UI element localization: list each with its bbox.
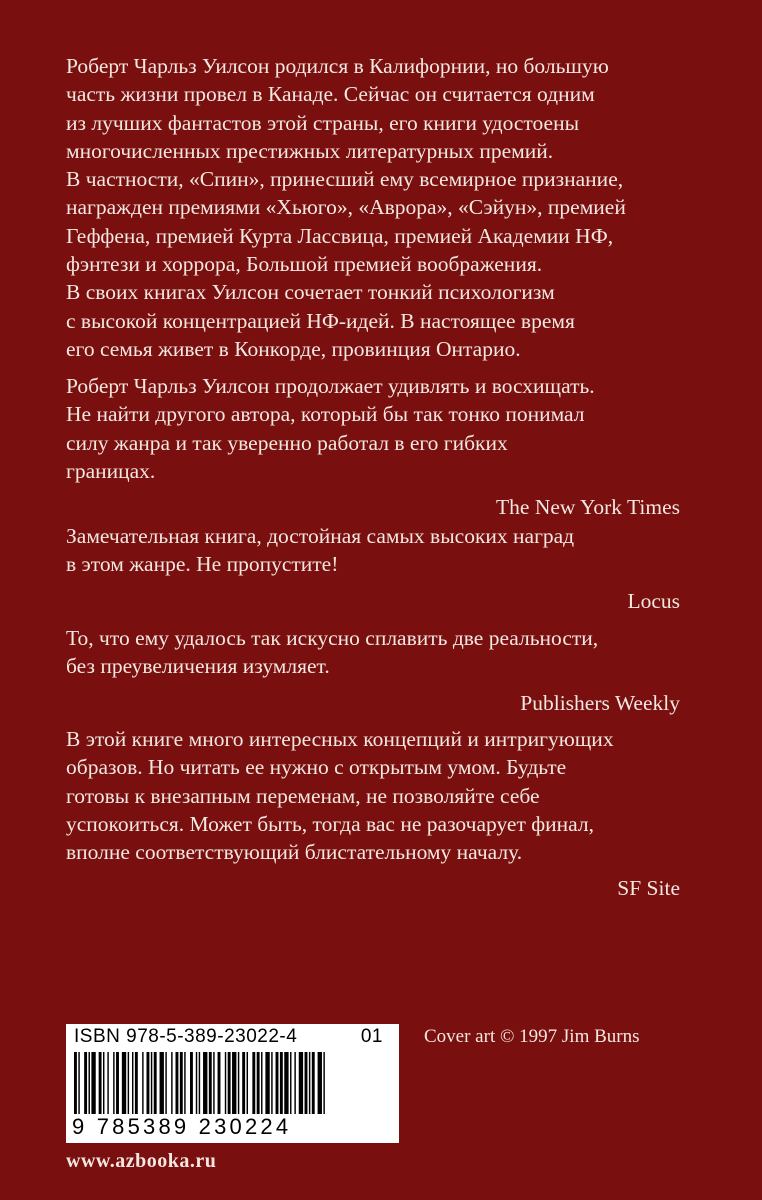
review-line: То, что ему удалось так искусно сплавить две реальности, [66,626,599,650]
barcode-digits: 9 785389 230224 [72,1114,292,1139]
review-source: Publishers Weekly [520,690,680,715]
cover-art-credit: Cover art © 1997 Jim Burns [424,1026,640,1047]
isbn-barcode [66,1024,399,1143]
isbn-text: ISBN 978-5-389-23022-4 [74,1026,298,1047]
bio-line: фэнтези и хоррора, Большой премией воображения. [66,252,543,277]
review-line: успокоиться. Может быть, тогда вас не разочарует финал, [66,811,595,836]
review-line: Роберт Чарльз Уилсон продолжает удивлять и восхищать. [66,374,595,398]
bio-line: награжден премиями «Хьюго», «Аврора», «Сэйун», премией [66,195,626,220]
isbn-addon: 01 [360,1026,383,1047]
review-line: Не найти другого автора, который бы так тонко понимал [66,402,585,427]
review-line: готовы к внезапным переменам, не позволяйте себе [66,783,540,808]
review-nyt [66,372,686,521]
review-publishers-weekly [66,624,686,717]
review-line: В этой книге много интересных концепций и интригующих [66,727,614,751]
review-source: The New York Times [496,495,680,520]
review-line: вполне соответствующий блистательному началу. [66,840,523,865]
bio-line: из лучших фантастов этой страны, его книги удостоены [66,110,580,135]
review-line: в этом жанре. Не пропустите! [66,552,339,577]
review-sf-site [66,725,686,903]
review-line: силу жанра и так уверенно работал в его гибких [66,430,508,455]
bio-line: многочисленных престижных литературных премий. [66,138,554,163]
bio-line: часть жизни провел в Канаде. Сейчас он считается одним [66,82,595,107]
bio-line: его семья живет в Конкорде, провинция Онтарио. [66,336,521,361]
bio-line: Геффена, премией Курта Лассвица, премией Академии НФ, [66,223,614,248]
review-source: Locus [627,588,680,613]
review-line: без преувеличения изумляет. [66,654,330,679]
bio-line: Роберт Чарльз Уилсон родился в Калифорнии, но большую [66,54,609,78]
publisher-website: www.azbooka.ru [66,1150,217,1172]
review-line: Замечательная книга, достойная самых высоких наград [66,524,575,548]
barcode-bars-icon [74,1052,392,1114]
bio-line: В частности, «Спин», принесший ему всемирное признание, [66,167,624,192]
bio-line: с высокой концентрацией НФ-идей. В настоящее время [66,308,575,333]
bio-line: В своих книгах Уилсон сочетает тонкий психологизм [66,280,555,305]
review-source: SF Site [617,876,680,901]
review-locus [66,522,686,615]
review-line: границах. [66,458,156,483]
author-bio [66,52,686,363]
review-line: образов. Но читать ее нужно с открытым умом. Будьте [66,755,567,780]
